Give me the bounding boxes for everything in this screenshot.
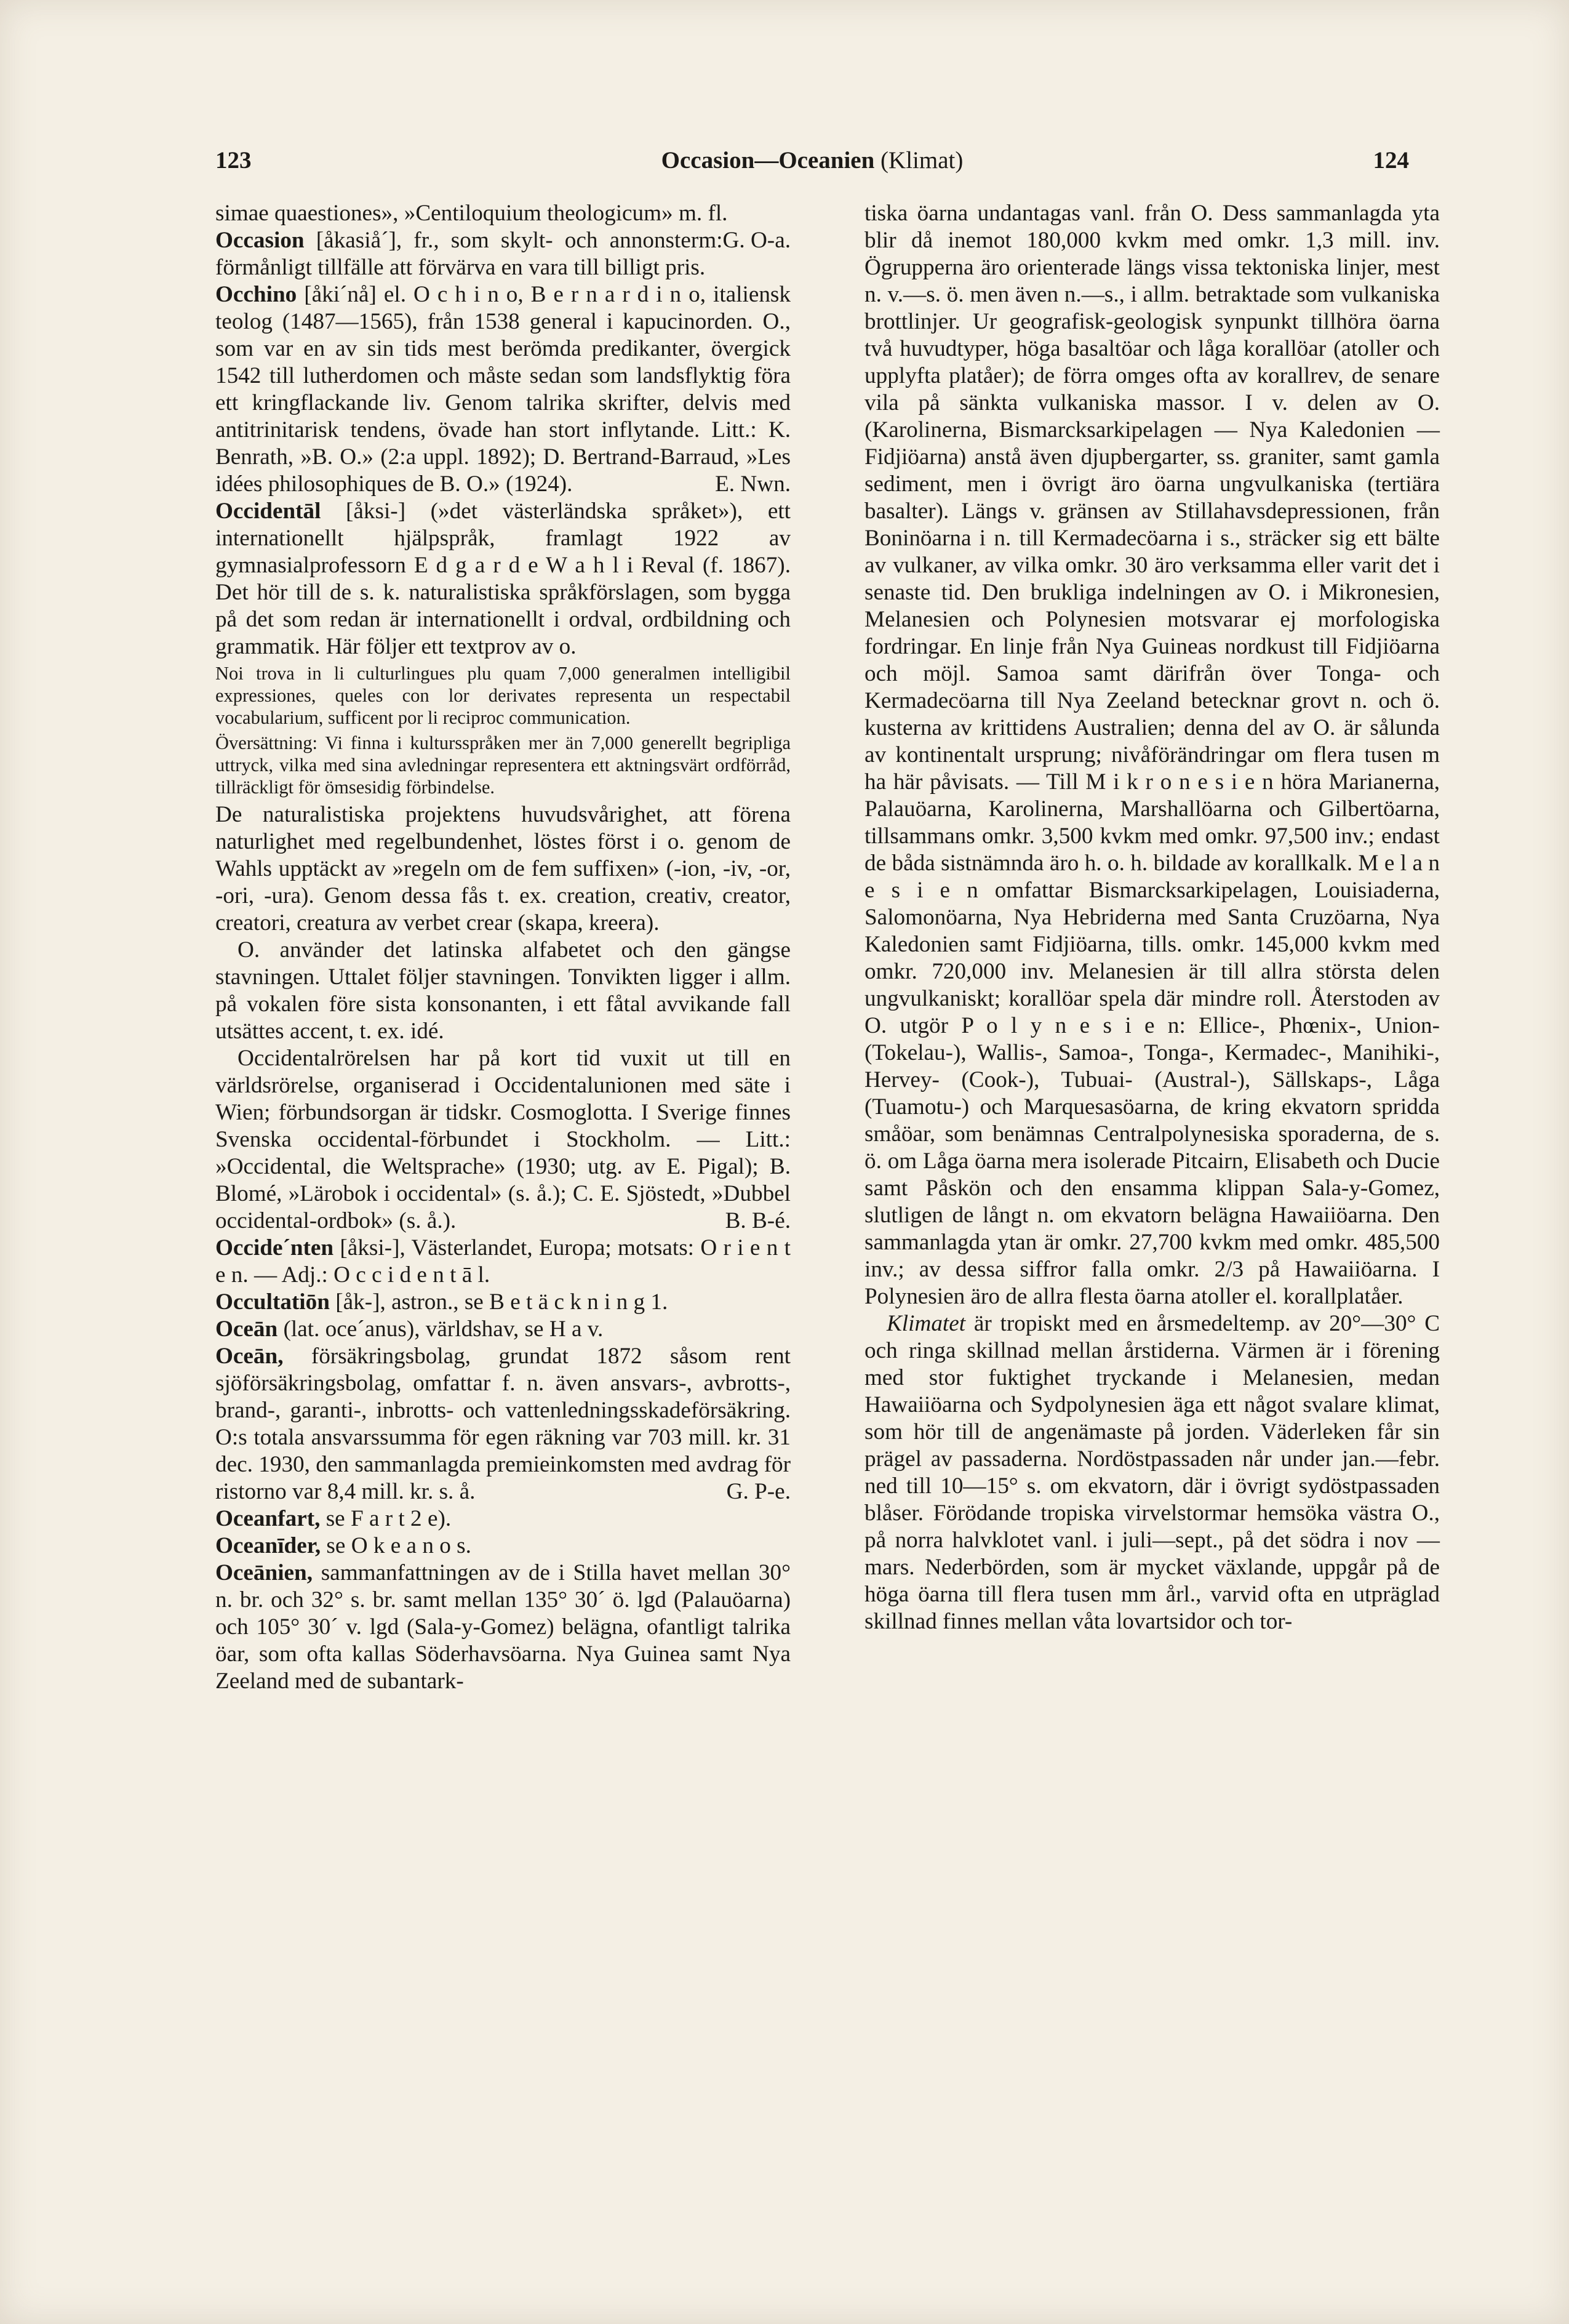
paragraph — [864, 1310, 1440, 1635]
dictionary-entry — [215, 281, 791, 498]
dictionary-entry — [215, 227, 791, 281]
right-column — [864, 200, 1440, 1635]
paragraph-text: är tropiskt med en årsmedeltemp. av 20°—30° C och ringa skillnad mellan årstiderna. Värmen är i förening med stor fuktighet tryckande i Melanesien, medan Hawaiiöarna och Sydpolynesien äga ett något svalare klimat, som hör till de angenämaste på jorden. Väderleken får sin prägel av passaderna. Nordöstpassaden når under jan.—febr. ned till 10—15° s. om ekvatorn, där i övrigt sydöstpassaden blåser. Förödande tropiska virvelstormar hemsöka västra O., på norra halvklotet vanl. i juli—sept., på det södra i nov —mars. Nederbörden, som är mycket växlande, uppgår på de höga öarna till flera tusen mm årl., varvid ofta en utpräglad skillnad finnes mellan våta lovartsidor och tor- — [864, 1311, 1440, 1634]
entry-text: se O k e a n o s. — [321, 1533, 471, 1558]
dictionary-entry — [215, 1235, 791, 1289]
page-number-left: 123 — [215, 147, 252, 174]
entry-text: De naturalistiska projektens huvudsvårighet, att förena naturlighet med regelbundenhet, löstes först i o. genom de Wahls upptäckt av »regeln om de fem suffixen» (-ion, -iv, -or, -ori, -ura). Genom dessa fås t. ex. creation, creativ, creator, creatori, creatura av verbet crear (skapa, kreera). — [215, 802, 791, 936]
entry-text: (lat. oce´anus), världshav, se H a v. — [277, 1316, 604, 1342]
entry-headword: Occide´nten — [215, 1235, 334, 1260]
dictionary-entry — [215, 1560, 791, 1695]
running-header — [215, 146, 1409, 183]
entry-text: simae quaestiones», »Centiloquium theologicum» m. fl. — [215, 201, 728, 226]
running-title-sub: (Klimat) — [874, 147, 964, 174]
dictionary-entry — [215, 1505, 791, 1533]
dictionary-entry — [215, 1533, 791, 1560]
entry-headword: Oceān, — [215, 1344, 284, 1369]
entry-text: sammanfattningen av de i Stilla havet mellan 30° n. br. och 32° s. br. samt mellan 135° 30´ ö. lgd (Palauöarna) och 105° 30´ v. lgd (Sala-y-Gomez) belägna, ofantligt talrika öar, som ofta kallas Söderhavsöarna. Nya Guinea samt Nya Zeeland med de subantark- — [215, 1560, 791, 1694]
dictionary-entry — [215, 1289, 791, 1316]
entry-headword: Occasion — [215, 228, 305, 253]
sample-text: Noi trova in li culturlingues plu quam 7,000 generalmen intelligibil expressiones, queles con lor derivates representa un respectabil vocabularium, sufficent por li reciproc communication. — [215, 663, 791, 728]
entry-text: försäkringsbolag, grundat 1872 såsom rent sjöförsäkringsbolag, omfattar f. n. även ansvars-, avbrotts-, brand-, garanti-, inbrotts- och vattenledningsskadeförsäkring. O:s totala ansvarssumma för egen räkning var 703 mill. kr. 31 dec. 1930, den sammanlagda premieinkomsten med avdrag för ristorno var 8,4 mill. kr. s. å. — [215, 1344, 791, 1504]
left-column — [215, 200, 791, 1695]
running-title — [215, 146, 1409, 174]
entry-text: [åksi-] (»det västerländska språket»), ett internationellt hjälpspråk, framlagt 1922 av gymnasialprofessorn E d g a r d e W a h l i Reval (f. 1867). Det hör till de s. k. naturalistiska språkförslagen, som bygga på det som redan är internationellt i ordval, ordbildning och grammatik. Här följer ett textprov av o. — [215, 499, 791, 659]
entry-text: tiska öarna undantagas vanl. från O. Dess sammanlagda yta blir då inemot 180,000 kvkm med omkr. 1,3 mill. inv. Ögrupperna äro orienterade längs vissa tektoniska linjer, mest n. v.—s. ö. men även n.—s., i allm. betraktade som vulkaniska brottlinjer. Ur geografisk-geologisk synpunkt tillhöra öarna två huvudtyper, höga basaltöar och låga korallöar (atoller och upplyfta platåer); de förra omges ofta av korallrev, de senare vila på sänkta vulkaniska massor. I v. delen av O. (Karolinerna, Bismarcksarkipelagen — Nya Kaledonien — Fidjiöarna) anstå även djupbergarter, ss. graniter, samt gamla sediment, men i övrigt äro öarna ungvulkaniska (tertiära basalter). Längs v. gränsen av Stillahavsdepressionen, från Boninöarna i n. till Kermadecöarna i s., sträcker sig ett bälte av vulkaner, av vilka omkr. 30 äro verksamma eller varit det i senaste tid. Den brukliga indelningen av O. i Mikronesien, Melanesien och Polynesien motsvarar ej morfologiska fordringar. En linje från Nya Guineas nordkust till Fidjiöarna och möjl. Samoa samt därifrån över Tonga- och Kermadecöarna till Nya Zeeland betecknar grovt n. och ö. kusterna av krittidens Australien; denna del av O. är sålunda av kontinentalt ursprung; nivåförändringar om flera tusen m ha här påvisats. — Till M i k r o n e s i e n höra Marianerna, Palauöarna, Karolinerna, Marshallöarna och Gilbertöarna, tillsammans omkr. 3,500 kvkm med omkr. 97,500 inv.; endast de båda sistnämnda äro h. o. h. bildade av korallkalk. M e l a n e s i e n omfattar Bismarcksarkipelagen, Louisiaderna, Salomonöarna, Nya Hebriderna med Santa Cruzöarna, Nya Kaledonien samt Fidjiöarna, tills. omkr. 145,000 kvkm med omkr. 720,000 inv. Melanesien är till allra största delen ungvulkaniskt; korallöar spela där mindre roll. Återstoden av O. utgör P o l y n e s i e n: Ellice-, Phœnix-, Union- (Tokelau-), Wallis-, Samoa-, Tonga-, Kermadec-, Manihiki-, Hervey- (Cook-), Tubuai- (Austral-), Sällskaps-, Låga (Tuamotu-) och Marquesasöarna, de kring ekvatorn spridda småöar, som benämnas Centralpolynesiska sporaderna, de s. ö. om Låga öarna mera isolerade Pitcairn, Elisabeth och Ducie samt Påskön och den ensamma klippan Sala-y-Gomez, slutligen de långt n. om ekvatorn belägna Hawaiiöarna. Den sammanlagda ytan är omkr. 27,700 kvkm med omkr. 485,500 inv.; av dessa siffror falla omkr. 2/3 på Hawaiiöarna. I Polynesien äro de allra flesta öarna atoller el. korallplatåer. — [864, 201, 1440, 1309]
author-signature: B. B-é. — [725, 1208, 791, 1233]
author-signature: E. Nwn. — [715, 471, 791, 497]
section-heading: Klimatet — [887, 1311, 966, 1336]
dictionary-entry — [215, 1343, 791, 1505]
running-title-main: Occasion—Oceanien — [661, 147, 875, 174]
paragraph — [215, 1045, 791, 1235]
entry-text: [åki´nå] el. O c h i n o, B e r n a r d i n o, italiensk teolog (1487—1565), från 1538 general i kapucinorden. O., som var en av sin tids mest berömda predikanter, övergick 1542 till lutherdomen och måste sedan som landsflyktig föra ett kringflackande liv. Genom talrika skrifter, delvis med antitrinitarisk tendens, övade han stort inflytande. Litt.: K. Benrath, »B. O.» (2:a uppl. 1892); D. Bertrand-Barraud, »Les idées philosophiques de B. O.» (1924). — [215, 282, 791, 497]
entry-text: [åksi-], Västerlandet, Europa; motsats: O r i e n t e n. — Adj.: O c c i d e n t ā l. — [215, 1235, 791, 1288]
dictionary-entry — [215, 801, 791, 937]
entry-text: se F a r t 2 e). — [320, 1506, 452, 1531]
dictionary-entry — [864, 200, 1440, 1310]
dictionary-entry — [215, 498, 791, 660]
sample-text: Översättning: Vi finna i kultursspråken mer än 7,000 generellt begripliga uttryck, vilka med sina avledningar representera ett aktningsvärt ordförråd, tillräckligt för ömsesidig förbindelse. — [215, 732, 791, 798]
author-signature: G. O-a. — [722, 228, 791, 253]
entry-headword: Occultatiōn — [215, 1289, 330, 1315]
paragraph — [215, 937, 791, 1045]
entry-headword: Oceān — [215, 1316, 278, 1342]
page-number-right: 124 — [1373, 147, 1409, 174]
entry-text: [åkasiå´], fr., som skylt- och annonsterm: förmånligt tillfälle att förvärva en vara till billigt pris. — [215, 228, 723, 280]
entry-headword: Occidentāl — [215, 499, 321, 524]
paragraph-text: O. använder det latinska alfabetet och den gängse stavningen. Uttalet följer stavningen. Tonvikten ligger i allm. på vokalen före sista konsonanten, i ett fåtal avvikande fall utsättes accent, t. ex. idé. — [215, 937, 791, 1044]
entry-headword: Oceānien, — [215, 1560, 313, 1585]
paragraph-text: Occidentalrörelsen har på kort tid vuxit ut till en världsrörelse, organiserad i Occidentalunionen med säte i Wien; förbundsorgan är tidskr. Cosmoglotta. I Sverige finnes Svenska occidental-förbundet i Stockholm. — Litt.: »Occidental, die Weltsprache» (1930; utg. av E. Pigal); B. Blomé, »Lärobok i occidental» (s. å.); C. E. Sjöstedt, »Dubbel occidental-ordbok» (s. å.). — [215, 1046, 791, 1233]
entry-headword: Oceanīder, — [215, 1533, 321, 1558]
entry-headword: Occhino — [215, 282, 297, 307]
dictionary-entry — [215, 1316, 791, 1343]
entry-headword: Oceanfart, — [215, 1506, 321, 1531]
author-signature: G. P-e. — [726, 1479, 791, 1504]
entry-text: [åk-], astron., se B e t ä c k n i n g 1. — [329, 1289, 668, 1315]
